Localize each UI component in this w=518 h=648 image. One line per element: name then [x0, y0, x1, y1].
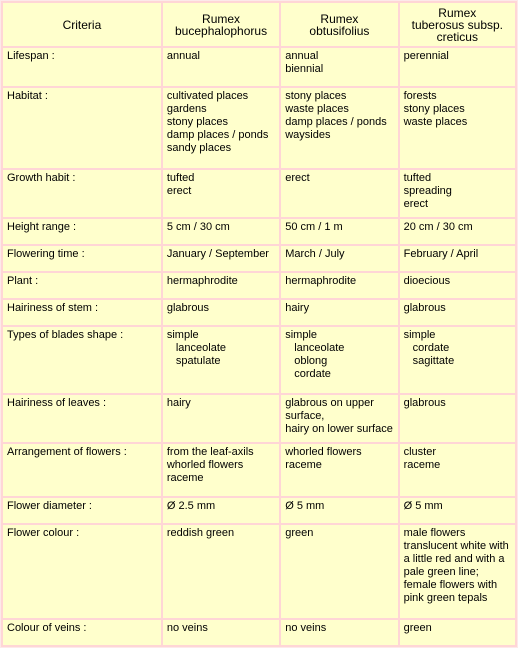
value-line: pink green tepals — [403, 592, 488, 605]
value-line: 20 cm / 30 cm — [403, 221, 473, 234]
value-line: green — [285, 527, 314, 540]
criteria-label: Lifespan : — [3, 48, 161, 86]
criteria-label: Colour of veins : — [3, 620, 161, 645]
value-line: raceme — [403, 459, 441, 472]
value-line: cordate — [294, 368, 331, 381]
value-line: March / July — [285, 248, 345, 261]
species-3-value — [400, 620, 515, 645]
value-line: simple — [285, 329, 318, 342]
table-row — [3, 273, 515, 298]
species-1-value — [163, 620, 279, 645]
value-line: hermaphrodite — [166, 275, 238, 288]
species-1-value — [163, 219, 279, 244]
species-3-value — [400, 327, 515, 393]
value-line: tufted — [166, 171, 195, 184]
species-2-value — [281, 327, 397, 393]
value-line: gardens — [166, 103, 207, 116]
species-1-value — [163, 88, 279, 167]
species-3-epithet: tuberosus subsp. — [411, 17, 503, 32]
value-line: simple — [403, 329, 436, 342]
table-body — [3, 48, 515, 645]
value-line: annual — [166, 50, 200, 62]
value-line: hermaphrodite — [285, 275, 357, 288]
species-3-value — [400, 498, 515, 523]
species-3-value — [400, 219, 515, 244]
species-2-value — [281, 395, 397, 443]
value-line: surface, — [285, 409, 325, 422]
species-1-value — [163, 327, 279, 393]
table-row — [3, 395, 515, 443]
value-line: simple — [166, 329, 199, 342]
species-2-value — [281, 300, 397, 325]
value-line: dioecious — [403, 275, 451, 288]
value-line: erect — [403, 197, 429, 210]
value-line: hairy — [285, 302, 310, 315]
criteria-label: Height range : — [3, 219, 161, 244]
value-line: Ø 5 mm — [285, 500, 325, 513]
value-line: Ø 5 mm — [403, 500, 443, 513]
species-1-value — [163, 300, 279, 325]
species-3-value — [400, 395, 515, 443]
value-line: whorled flowers — [285, 446, 362, 459]
value-line: translucent white with — [403, 540, 509, 553]
value-line: stony places — [166, 116, 229, 129]
species-2-value — [281, 525, 397, 618]
value-line: glabrous — [403, 302, 446, 315]
species-2-value — [281, 444, 397, 496]
criteria-label: Arrangement of flowers : — [3, 444, 161, 496]
species-1-value — [163, 246, 279, 271]
table-row — [3, 525, 515, 618]
table-row — [3, 170, 515, 218]
table-row — [3, 444, 515, 496]
value-line: tufted — [403, 171, 432, 184]
species-2-epithet: obtusifolius — [309, 23, 370, 38]
value-line: 50 cm / 1 m — [285, 221, 343, 234]
value-line: hairy — [166, 396, 191, 409]
species-1-value — [163, 395, 279, 443]
comparison-table — [1, 1, 517, 647]
species-3-value — [400, 88, 515, 167]
value-line: raceme — [285, 459, 322, 472]
value-line: pale green line; — [403, 566, 479, 579]
value-line: erect — [285, 171, 310, 184]
value-line: February / April — [403, 248, 479, 261]
species-1-value — [163, 170, 279, 218]
table-row — [3, 219, 515, 244]
criteria-label: Habitat : — [3, 88, 161, 167]
species-3-value — [400, 444, 515, 496]
value-line: waysides — [285, 129, 331, 142]
value-line: male flowers — [403, 527, 466, 540]
value-line: biennial — [285, 63, 324, 75]
value-line: 5 cm / 30 cm — [166, 221, 230, 234]
species-3-value — [400, 300, 515, 325]
criteria-label: Flowering time : — [3, 246, 161, 271]
criteria-header: Criteria — [3, 3, 161, 46]
species-1-value — [163, 525, 279, 618]
value-line: annual — [285, 50, 319, 62]
value-line: raceme — [166, 472, 204, 485]
value-line: a little red and with a — [403, 553, 505, 566]
value-line: glabrous on upper — [285, 396, 374, 409]
value-line: January / September — [166, 248, 269, 261]
species-2-value — [281, 48, 397, 86]
value-line: reddish green — [166, 527, 235, 540]
value-line: no veins — [285, 621, 327, 634]
species-2-value — [281, 620, 397, 645]
species-3-value — [400, 246, 515, 271]
value-line: perennial — [403, 50, 449, 62]
header-row — [3, 3, 515, 46]
value-line: lanceolate — [294, 342, 345, 355]
value-line: spatulate — [175, 355, 221, 368]
species-3-subspecies: creticus — [436, 29, 478, 44]
value-line: cluster — [403, 446, 437, 459]
value-line: glabrous — [403, 396, 446, 409]
value-line: lanceolate — [175, 342, 227, 355]
criteria-label: Flower colour : — [3, 525, 161, 618]
value-line: sagittate — [412, 355, 455, 368]
value-line: forests — [403, 90, 437, 103]
table-row — [3, 88, 515, 167]
species-3-value — [400, 170, 515, 218]
species-2-value — [281, 246, 397, 271]
value-line: stony places — [403, 103, 465, 116]
criteria-label: Flower diameter : — [3, 498, 161, 523]
criteria-label: Growth habit : — [3, 170, 161, 218]
criteria-label: Hairiness of stem : — [3, 300, 161, 325]
species-3-value — [400, 48, 515, 86]
criteria-label: Hairiness of leaves : — [3, 395, 161, 443]
species-header-3 — [400, 3, 515, 46]
species-2-value — [281, 219, 397, 244]
value-line: damp places / ponds — [166, 129, 269, 142]
species-2-value — [281, 170, 397, 218]
table-row — [3, 48, 515, 86]
criteria-label: Plant : — [3, 273, 161, 298]
species-3-value — [400, 525, 515, 618]
species-1-genus: Rumex — [202, 11, 241, 26]
table-row — [3, 300, 515, 325]
value-line: waste places — [285, 103, 349, 116]
value-line: erect — [166, 184, 192, 197]
species-3-genus: Rumex — [438, 5, 477, 20]
value-line: Ø 2.5 mm — [166, 500, 216, 513]
value-line: damp places / ponds — [285, 116, 387, 129]
value-line: green — [403, 621, 432, 634]
value-line: glabrous — [166, 302, 210, 315]
species-1-value — [163, 273, 279, 298]
value-line: oblong — [294, 355, 328, 368]
value-line: whorled flowers — [166, 459, 244, 472]
table-row — [3, 327, 515, 393]
species-2-value — [281, 498, 397, 523]
value-line: cordate — [412, 342, 450, 355]
species-header-2 — [281, 3, 397, 46]
value-line: hairy on lower surface — [285, 422, 393, 435]
table-row — [3, 620, 515, 645]
species-2-value — [281, 88, 397, 167]
value-line: cultivated places — [166, 90, 249, 103]
species-3-value — [400, 273, 515, 298]
value-line: no veins — [166, 621, 208, 634]
value-line: spreading — [403, 184, 452, 197]
value-line: stony places — [285, 90, 347, 103]
species-1-epithet: bucephalophorus — [175, 23, 268, 38]
species-2-value — [281, 273, 397, 298]
value-line: female flowers with — [403, 579, 498, 592]
species-2-genus: Rumex — [320, 11, 359, 26]
table-row — [3, 498, 515, 523]
species-header-1 — [163, 3, 279, 46]
value-line: sandy places — [166, 142, 232, 155]
table-row — [3, 246, 515, 271]
value-line: from the leaf-axils — [166, 446, 254, 459]
criteria-label: Types of blades shape : — [3, 327, 161, 393]
species-1-value — [163, 498, 279, 523]
value-line: waste places — [403, 116, 468, 129]
species-1-value — [163, 48, 279, 86]
species-1-value — [163, 444, 279, 496]
